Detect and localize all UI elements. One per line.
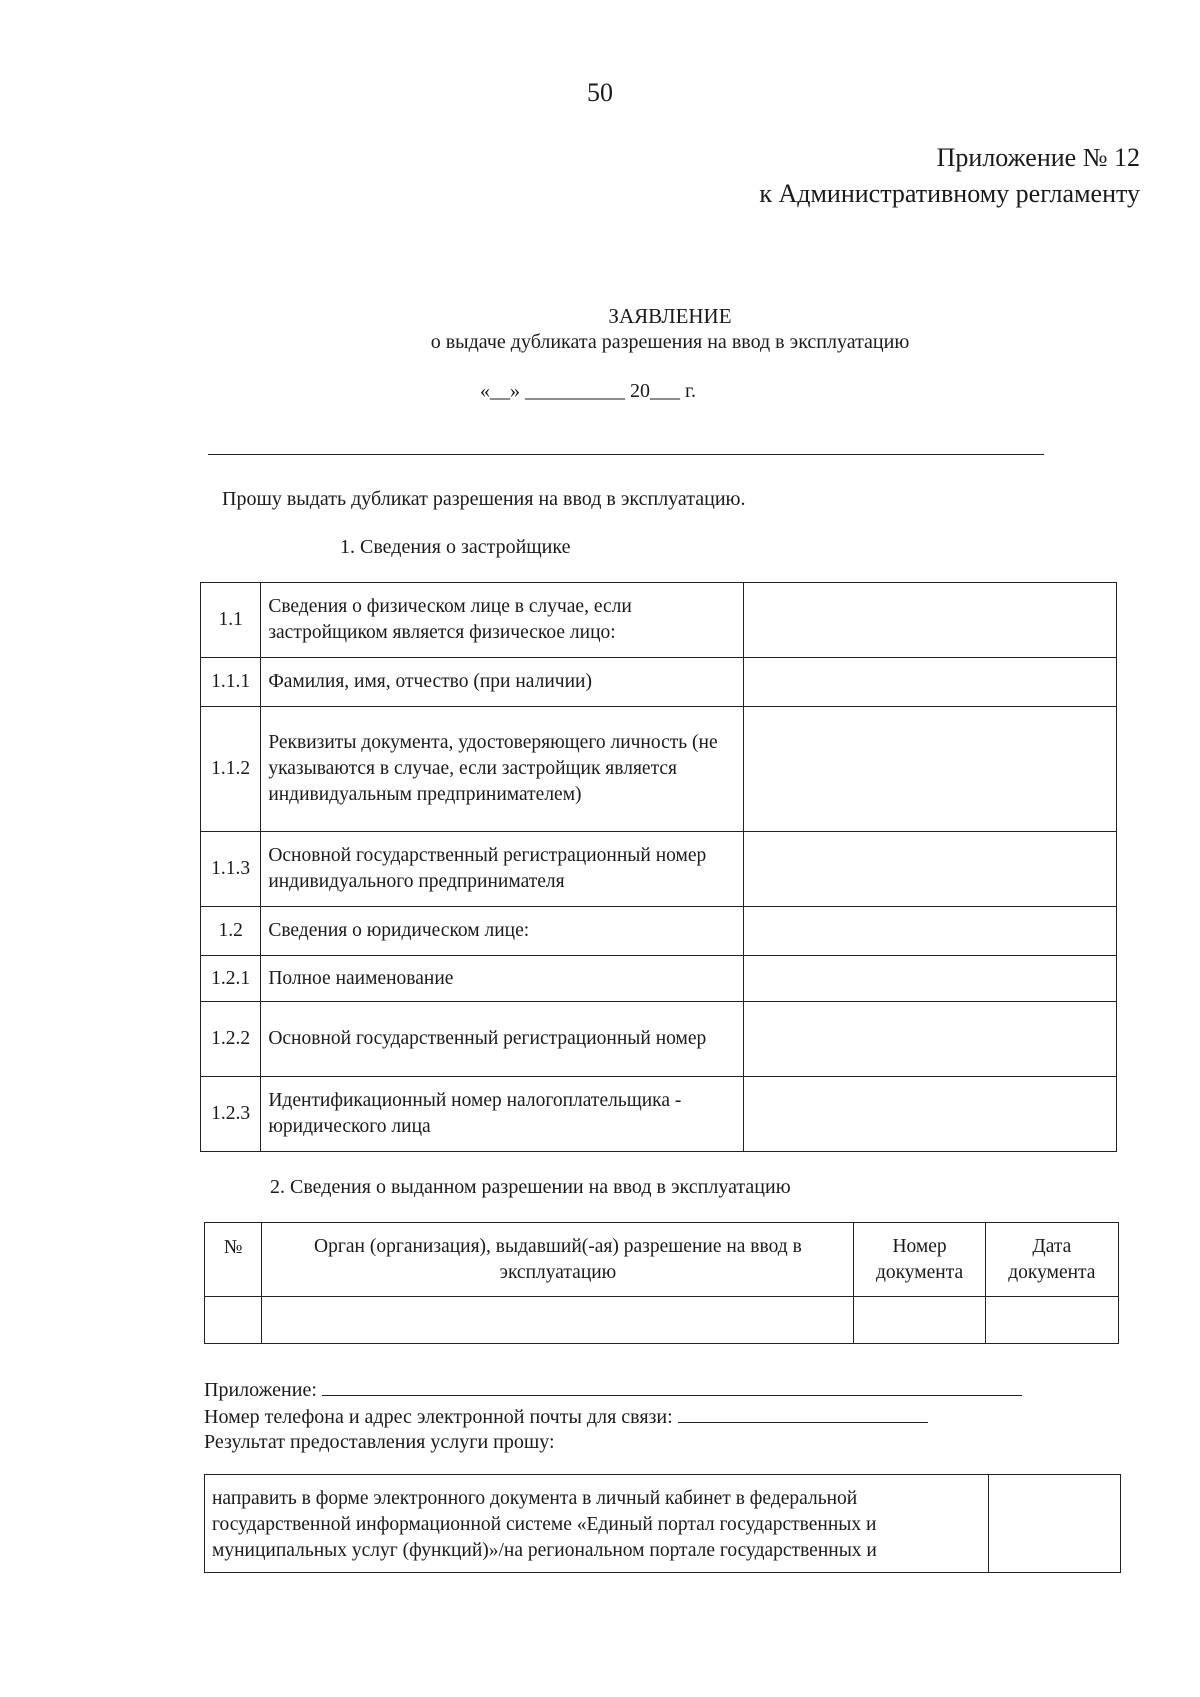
row-number: 1.1 xyxy=(201,583,261,658)
value-cell[interactable] xyxy=(743,907,1116,956)
table-row xyxy=(201,832,1117,907)
row-number: 1.1.1 xyxy=(201,658,261,707)
attachments-block xyxy=(204,1376,1022,1455)
attachment-line xyxy=(204,1376,1022,1403)
row-label: Идентификационный номер налогоплательщика - юридического лица xyxy=(261,1077,744,1152)
section2-heading: 2. Сведения о выданном разрешении на ввод в эксплуатацию xyxy=(270,1176,791,1198)
table-row xyxy=(201,907,1117,956)
row-label: Основной государственный регистрационный номер xyxy=(261,1002,744,1077)
document-subtitle: о выдаче дубликата разрешения на ввод в эксплуатацию xyxy=(430,331,910,353)
row-label: Реквизиты документа, удостоверяющего личность (не указываются в случае, если застройщик является индивидуальным предпринимателем) xyxy=(261,707,744,832)
row-number: 1.2.2 xyxy=(201,1002,261,1077)
row-label: Основной государственный регистрационный номер индивидуального предпринимателя xyxy=(261,832,744,907)
row-label: Сведения о физическом лице в случае, если застройщиком является физическое лицо: xyxy=(261,583,744,658)
row-number: 1.2.3 xyxy=(201,1077,261,1152)
table-row xyxy=(201,956,1117,1002)
result-options-table xyxy=(204,1474,1121,1573)
table-row xyxy=(201,658,1117,707)
document-number-cell[interactable] xyxy=(854,1297,985,1344)
value-cell[interactable] xyxy=(743,707,1116,832)
request-text: Прошу выдать дубликат разрешения на ввод в эксплуатацию. xyxy=(222,488,746,510)
appendix-line1: Приложение № 12 xyxy=(936,143,1140,172)
attachment-label: Приложение: xyxy=(204,1379,317,1401)
issuing-authority-cell[interactable] xyxy=(262,1297,854,1344)
value-cell[interactable] xyxy=(743,1002,1116,1077)
developer-info-table xyxy=(200,582,1117,1152)
table-row xyxy=(201,1002,1117,1077)
contact-label: Номер телефона и адрес электронной почты для связи: xyxy=(204,1406,673,1428)
result-option-text: направить в форме электронного документа в личный кабинет в федеральной государственной информационной системе «Единый портал государственных и муниципальных услуг (функций)»/на региональном портале государственных и xyxy=(205,1475,989,1573)
applicant-line[interactable] xyxy=(208,454,1044,455)
result-option-checkbox[interactable] xyxy=(988,1475,1120,1573)
appendix-line2: к Административному регламенту xyxy=(759,179,1140,208)
value-cell[interactable] xyxy=(743,832,1116,907)
page-number: 50 xyxy=(587,78,613,107)
row-number: 1.1.2 xyxy=(201,707,261,832)
result-label: Результат предоставления услуги прошу: xyxy=(204,1431,555,1453)
row-number: 1.2 xyxy=(201,907,261,956)
section1-heading: 1. Сведения о застройщике xyxy=(340,536,571,558)
header-document-date: Дата документа xyxy=(985,1223,1118,1297)
table-row xyxy=(205,1297,1119,1344)
contact-field[interactable] xyxy=(678,1403,928,1423)
table-row xyxy=(205,1475,1121,1573)
table-row xyxy=(201,583,1117,658)
row-label: Сведения о юридическом лице: xyxy=(261,907,744,956)
header-document-number: Номер документа xyxy=(854,1223,985,1297)
value-cell[interactable] xyxy=(743,583,1116,658)
row-number: 1.2.1 xyxy=(201,956,261,1002)
appendix-reference xyxy=(759,140,1140,212)
date-field[interactable]: «__» __________ 20___ г. xyxy=(480,380,696,402)
value-cell[interactable] xyxy=(743,658,1116,707)
permit-info-table xyxy=(204,1222,1119,1344)
value-cell[interactable] xyxy=(743,1077,1116,1152)
header-issuing-authority: Орган (организация), выдавший(-ая) разрешение на ввод в эксплуатацию xyxy=(262,1223,854,1297)
document-title: ЗАЯВЛЕНИЕ xyxy=(608,304,732,328)
attachment-field[interactable] xyxy=(322,1376,1022,1396)
row-number: 1.1.3 xyxy=(201,832,261,907)
table-header-row xyxy=(205,1223,1119,1297)
document-date-cell[interactable] xyxy=(985,1297,1118,1344)
value-cell[interactable] xyxy=(743,956,1116,1002)
table-row xyxy=(201,1077,1117,1152)
header-number: № xyxy=(205,1223,262,1297)
row-label: Полное наименование xyxy=(261,956,744,1002)
number-cell[interactable] xyxy=(205,1297,262,1344)
row-label: Фамилия, имя, отчество (при наличии) xyxy=(261,658,744,707)
contact-line xyxy=(204,1403,1022,1430)
table-row xyxy=(201,707,1117,832)
